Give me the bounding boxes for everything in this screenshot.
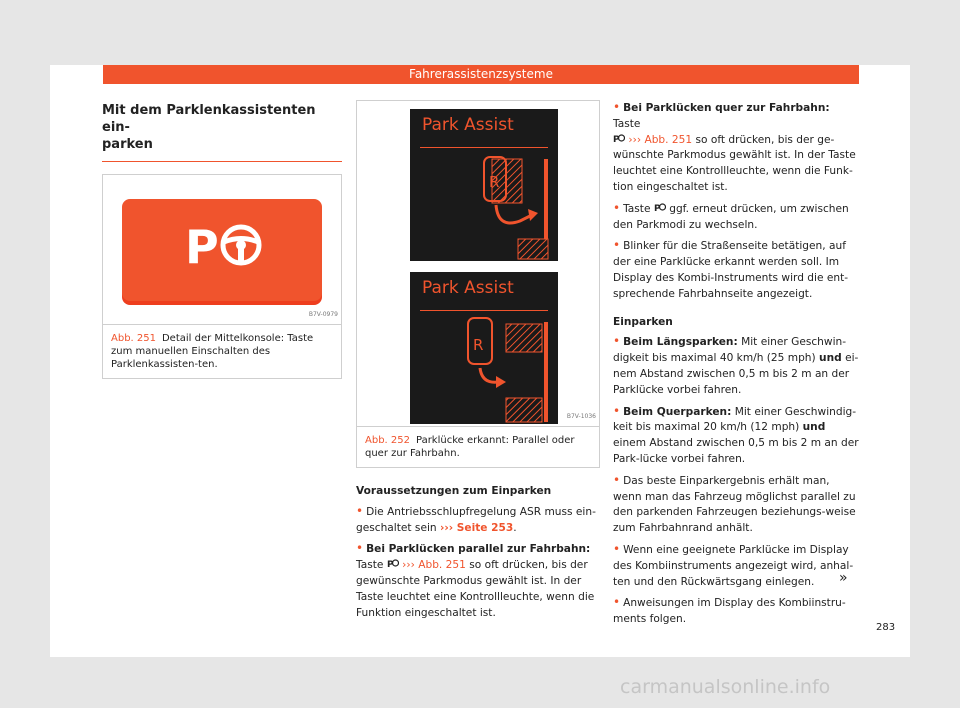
svg-text:P: P [185, 220, 219, 274]
list-item: • Beim Querparken: Mit einer Geschwindig-keit bis maximal 20 km/h (12 mph) und einem Abstand zwischen 0,5 m bis 2 m an der Park-lücke vorbei fahren. [613, 403, 859, 465]
chapter-header: Fahrerassistenzsysteme [103, 65, 859, 84]
column-left [102, 100, 342, 379]
list-item: • Anweisungen im Display des Kombiinstru-ments folgen. [613, 595, 846, 626]
park-assist-icon [613, 133, 625, 143]
figure-252 [356, 100, 600, 468]
figure-252-caption [357, 427, 599, 467]
continued-marker: » [839, 570, 848, 586]
bullet-dot: • [613, 238, 621, 253]
bullet-dot: • [356, 541, 364, 556]
list-item: • Bei Parklücken parallel zur Fahrbahn: Taste P ››› Abb. 251 so oft drücken, bis der gewünschte Parkmodus gewählt ist. In der Taste leuchtet eine Kontrollleuchte, wenn die Funktion eingeschaltet ist. [356, 541, 595, 619]
display-rule [420, 310, 548, 311]
caption-number: Abb. 252 [365, 435, 410, 446]
svg-text:P: P [653, 203, 661, 212]
display-perpendicular [410, 272, 558, 424]
caption-number: Abb. 251 [111, 333, 156, 344]
display-rule [420, 147, 548, 148]
figure-251-image [103, 175, 341, 325]
list-item: • Taste P ggf. erneut drücken, um zwischen den Parkmodi zu wechseln. [613, 200, 849, 231]
bullet-dot: • [613, 541, 621, 556]
column-right [613, 100, 859, 633]
park-assist-icon [654, 202, 666, 212]
page-number: 283 [876, 622, 896, 633]
park-assist-icon [387, 558, 399, 568]
parallel-parking-graphic [410, 149, 558, 261]
figure-code: B7V-1036 [566, 413, 596, 421]
list-item: • Wenn eine geeignete Parklücke im Display des Kombiinstruments angezeigt wird, anhal-ten und den Rückwärtsgang einlegen. [613, 541, 854, 588]
bullet-dot: • [613, 334, 621, 349]
figure-251-caption [103, 325, 341, 378]
column-middle [356, 100, 600, 626]
svg-text:R: R [489, 173, 500, 191]
page-link[interactable]: ››› Seite 253 [440, 521, 514, 534]
svg-text:R: R [473, 336, 484, 354]
display-parallel [410, 109, 558, 261]
list-item: • Beim Längsparken: Mit einer Geschwin-digkeit bis maximal 40 km/h (25 mph) und ei-nem Abstand zwischen 0,5 m bis 2 m an der Parklücke vorbei fahren. [613, 334, 859, 396]
caption-text: Detail der Mittelkonsole: Taste zum manuellen Einschalten des Parklenkassisten-ten. [111, 333, 314, 370]
watermark: carmanualsonline.info [620, 676, 831, 698]
display-title: Park Assist [422, 278, 514, 298]
bullet-dot: • [613, 100, 621, 114]
figure-251 [102, 174, 342, 379]
bullet-dot: • [356, 503, 364, 518]
list-item: • Die Antriebsschlupfregelung ASR muss ein-geschaltet sein ››› Seite 253. [356, 503, 596, 534]
bullet-dot: • [613, 403, 621, 418]
figure-code: B7V-0979 [308, 311, 338, 319]
perpendicular-parking-graphic [410, 312, 558, 424]
park-assist-steering-icon [185, 215, 265, 275]
svg-text:P: P [613, 134, 620, 143]
section-title [102, 102, 342, 162]
list-item: • Bei Parklücken quer zur Fahrbahn: Taste P ››› Abb. 251 so oft drücken, bis der ge-wünschte Parkmodus gewählt ist. In der Taste leuchtet eine Kontrollleuchte, wenn die Funk-tion eingeschaltet ist. [613, 100, 856, 193]
list-item: • Das beste Einparkergebnis erhält man, wenn man das Fahrzeug möglichst parallel zu den parkenden Fahrzeugen beziehungs-weise zum Fahrbahnrand anhält. [613, 472, 856, 535]
figure-link[interactable]: ››› Abb. 251 [628, 133, 693, 146]
figure-link[interactable]: ››› Abb. 251 [402, 559, 466, 572]
bullet-dot: • [613, 200, 621, 215]
section-title-line1: Mit dem Parklenkassistenten ein- [102, 103, 316, 135]
figure-252-image [357, 101, 599, 427]
list-item: • Blinker für die Straßenseite betätigen, auf der eine Parklücke erkannt werden soll. Im Display des Kombi-Instruments wird die ent-sprechende Fahrbahnseite angezeigt. [613, 238, 849, 300]
bullet-dot: • [613, 472, 621, 487]
subheading-requirements: Voraussetzungen zum Einparken [356, 485, 552, 497]
svg-text:P: P [386, 560, 394, 569]
caption-text: Parklücke erkannt: Parallel oder quer zur Fahrbahn. [365, 435, 575, 459]
section-title-line2: parken [102, 137, 153, 152]
subheading-parking: Einparken [613, 315, 673, 328]
display-title: Park Assist [422, 115, 514, 135]
bullet-dot: • [613, 595, 621, 610]
